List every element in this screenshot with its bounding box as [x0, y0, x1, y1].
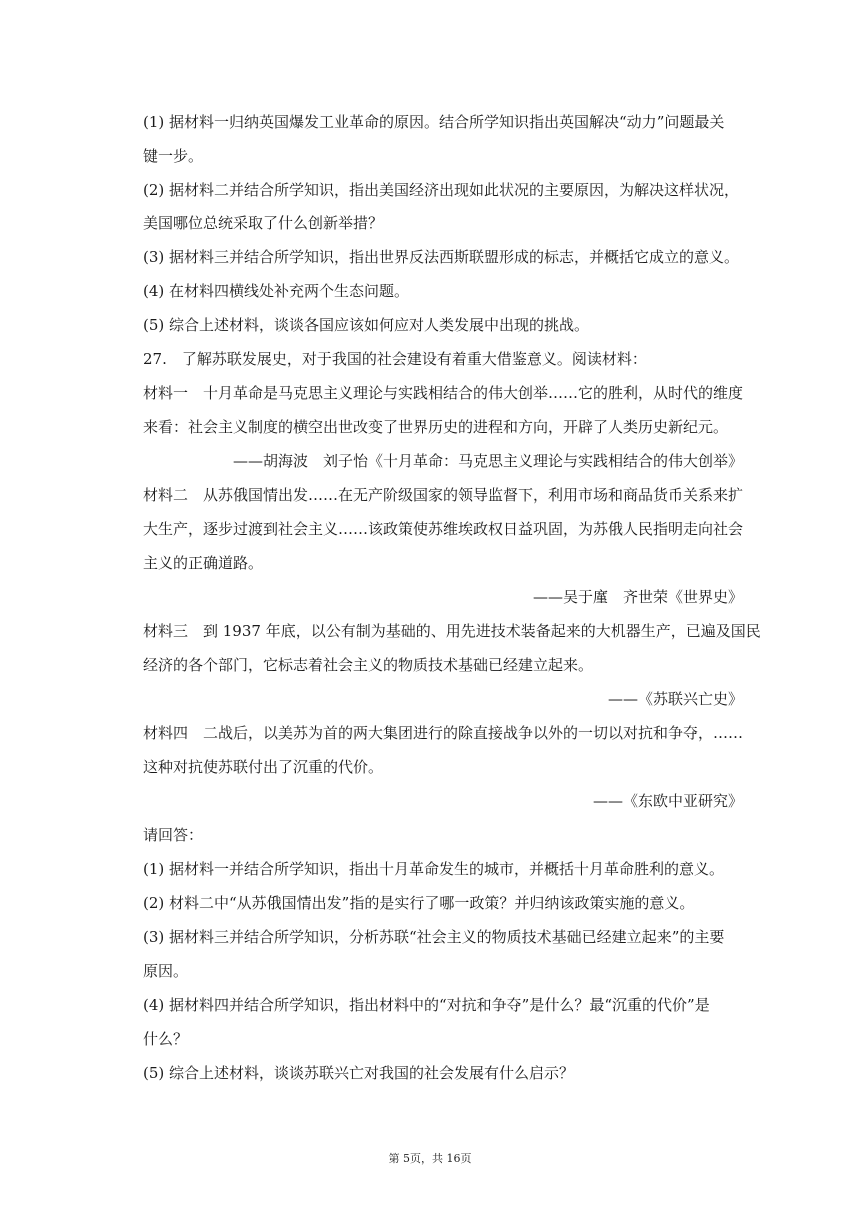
material-1-source: ——胡海波 刘子怡《十月革命：马克思主义理论与实践相结合的伟大创举》	[232, 452, 743, 470]
material-2-line-1: 材料二 从苏俄国情出发……在无产阶级国家的领导监督下，利用市场和商品货币关系来扩	[143, 486, 744, 504]
question-1-line-2: 键一步。	[143, 147, 204, 165]
question-1-line-1: (1) 据材料一归纳英国爆发工业革命的原因。结合所学知识指出英国解决“动力”问题最关	[143, 113, 725, 131]
question-27-stem: 27. 了解苏联发展史，对于我国的社会建设有着重大借鉴意义。阅读材料：	[143, 350, 647, 368]
question-2-line-2: 美国哪位总统采取了什么创新举措？	[143, 214, 384, 232]
sub-question-5: (5) 综合上述材料，谈谈苏联兴亡对我国的社会发展有什么启示？	[143, 1064, 575, 1082]
material-3-source: ——《苏联兴亡史》	[607, 690, 743, 708]
material-4-line-2: 这种对抗使苏联付出了沉重的代价。	[143, 758, 384, 776]
answer-prompt: 请回答：	[143, 826, 204, 844]
page-footer: 第 5页，共 16页	[388, 1152, 472, 1165]
sub-question-2: (2) 材料二中“从苏俄国情出发”指的是实行了哪一政策？并归纳该政策实施的意义。	[143, 894, 695, 912]
material-4-source: ——《东欧中亚研究》	[592, 792, 743, 810]
question-5: (5) 综合上述材料，谈谈各国应该如何应对人类发展中出现的挑战。	[143, 316, 590, 334]
material-2-line-3: 主义的正确道路。	[143, 554, 264, 572]
material-2-line-2: 大生产，逐步过渡到社会主义……该政策使苏维埃政权日益巩固，为苏俄人民指明走向社会	[143, 520, 744, 538]
material-1-line-2: 来看：社会主义制度的横空出世改变了世界历史的进程和方向，开辟了人类历史新纪元。	[143, 418, 729, 436]
material-1-line-1: 材料一 十月革命是马克思主义理论与实践相结合的伟大创举……它的胜利，从时代的维度	[143, 384, 744, 402]
question-4: (4) 在材料四横线处补充两个生态问题。	[143, 282, 410, 300]
question-3: (3) 据材料三并结合所学知识，指出世界反法西斯联盟形成的标志，并概括它成立的意义。	[143, 248, 740, 266]
sub-question-4-line-2: 什么？	[143, 1030, 189, 1048]
question-2-line-1: (2) 据材料二并结合所学知识，指出美国经济出现如此状况的主要原因，为解决这样状况，	[143, 181, 740, 199]
sub-question-3-line-1: (3) 据材料三并结合所学知识，分析苏联“社会主义的物质技术基础已经建立起来”的主要	[143, 928, 725, 946]
sub-question-3-line-2: 原因。	[143, 962, 189, 980]
material-3-line-2: 经济的各个部门，它标志着社会主义的物质技术基础已经建立起来。	[143, 656, 594, 674]
material-2-source: ——吴于廑 齐世荣《世界史》	[532, 588, 743, 606]
sub-question-4-line-1: (4) 据材料四并结合所学知识，指出材料中的“对抗和争夺”是什么？最“沉重的代价”是	[143, 996, 710, 1014]
material-4-line-1: 材料四 二战后，以美苏为首的两大集团进行的除直接战争以外的一切以对抗和争夺，……	[143, 724, 744, 742]
material-3-line-1: 材料三 到 1937 年底，以公有制为基础的、用先进技术装备起来的大机器生产，已遍及国民	[143, 622, 761, 640]
sub-question-1: (1) 据材料一并结合所学知识，指出十月革命发生的城市，并概括十月革命胜利的意义。	[143, 860, 725, 878]
